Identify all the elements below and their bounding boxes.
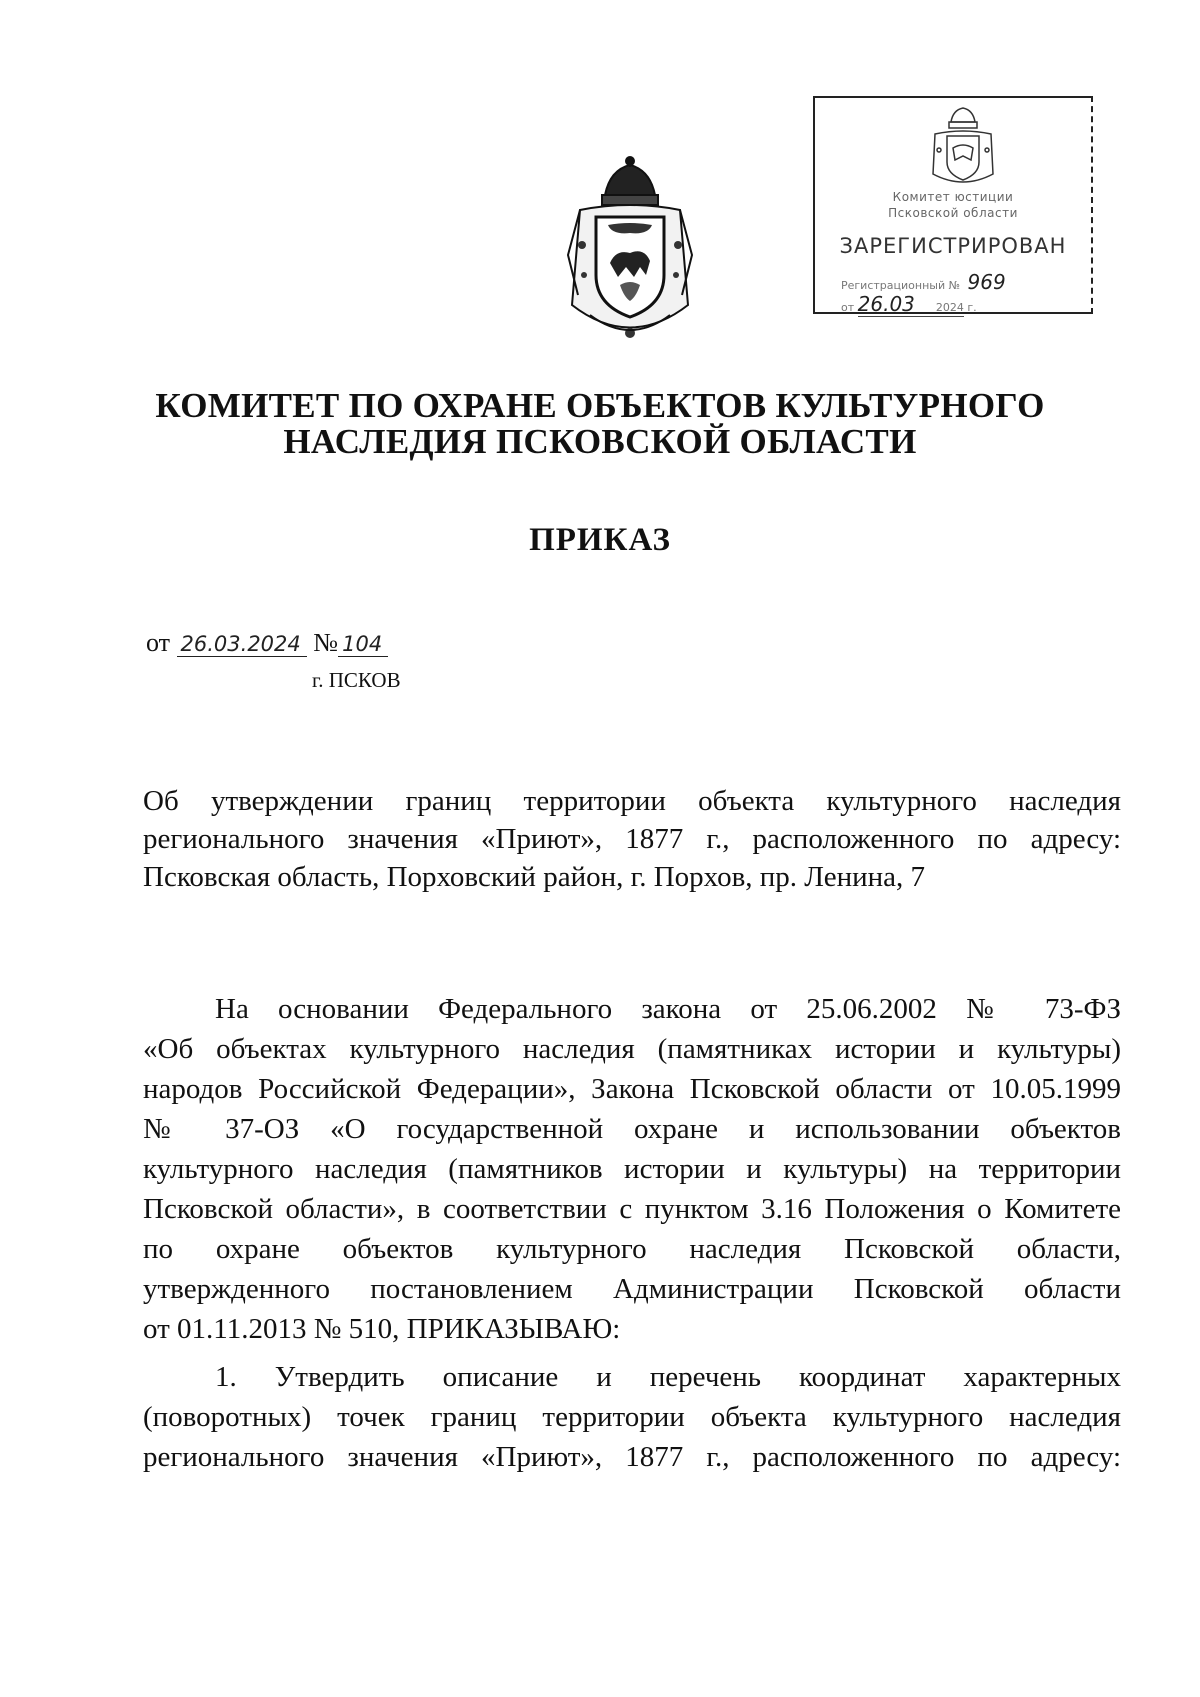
stamp-registered-label: ЗАРЕГИСТРИРОВАН: [839, 234, 1067, 258]
stamp-date-prefix: от: [841, 301, 855, 314]
order-number-label: №: [313, 628, 339, 657]
org-name-line1: КОМИТЕТ ПО ОХРАНЕ ОБЪЕКТОВ КУЛЬТУРНОГО: [155, 386, 1045, 425]
order-title-line: Об утверждении границ территории объекта культурного наследия: [143, 785, 1121, 817]
order-title-line: Псковская область, Порховский район, г. Порхов, пр. Ленина, 7: [143, 861, 926, 893]
ministry-emblem-icon: [923, 104, 1003, 188]
order-date-prefix: от: [146, 628, 171, 657]
stamp-registration-date: [841, 292, 977, 317]
stamp-date-day: 26: [857, 292, 884, 316]
body-line: № 37-ОЗ «О государственной охране и использовании объектов: [143, 1113, 1121, 1145]
order-number: 104: [338, 632, 388, 657]
item-line: (поворотных) точек границ территории объекта культурного наследия: [143, 1401, 1121, 1433]
stamp-org-line2: Псковской области: [888, 206, 1018, 220]
order-date: 26.03.2024: [177, 632, 307, 657]
item-line: 1. Утвердить описание и перечень координат характерных: [215, 1361, 1121, 1393]
stamp-registration-number: [841, 270, 1006, 294]
body-line: «Об объектах культурного наследия (памятниках истории и культуры): [143, 1033, 1121, 1065]
order-title-line: регионального значения «Приют», 1877 г., расположенного по адресу:: [143, 823, 1121, 855]
order-city: г. ПСКОВ: [312, 668, 401, 692]
registration-stamp: [813, 96, 1093, 314]
stamp-date-sep: .: [883, 292, 890, 316]
body-line: Псковской области», в соответствии с пунктом 3.16 Положения о Комитете: [143, 1193, 1121, 1225]
stamp-regno-value: 969: [967, 270, 1006, 294]
body-line: утвержденного постановлением Администрации Псковской области: [143, 1273, 1121, 1305]
item-line: регионального значения «Приют», 1877 г., расположенного по адресу:: [143, 1441, 1121, 1473]
stamp-org-line1: Комитет юстиции: [892, 190, 1014, 204]
body-line: культурного наследия (памятников истории и культуры) на территории: [143, 1153, 1121, 1185]
stamp-date-suffix: г.: [967, 301, 977, 314]
document-type: ПРИКАЗ: [529, 522, 671, 558]
body-line: от 01.11.2013 № 510, ПРИКАЗЫВАЮ:: [143, 1313, 621, 1345]
body-line: по охране объектов культурного наследия Псковской области,: [143, 1233, 1121, 1265]
body-line: На основании Федерального закона от 25.06.2002 № 73-ФЗ: [215, 993, 1121, 1025]
stamp-date-month: 03: [889, 292, 915, 316]
body-line: народов Российской Федерации», Закона Псковской области от 10.05.1999: [143, 1073, 1121, 1105]
coat-of-arms-icon: [560, 155, 700, 350]
stamp-regno-label: Регистрационный №: [841, 279, 961, 292]
org-name-line2: НАСЛЕДИЯ ПСКОВСКОЙ ОБЛАСТИ: [283, 422, 917, 461]
stamp-date-year: 2024: [935, 301, 964, 314]
order-date-number: [146, 628, 388, 658]
